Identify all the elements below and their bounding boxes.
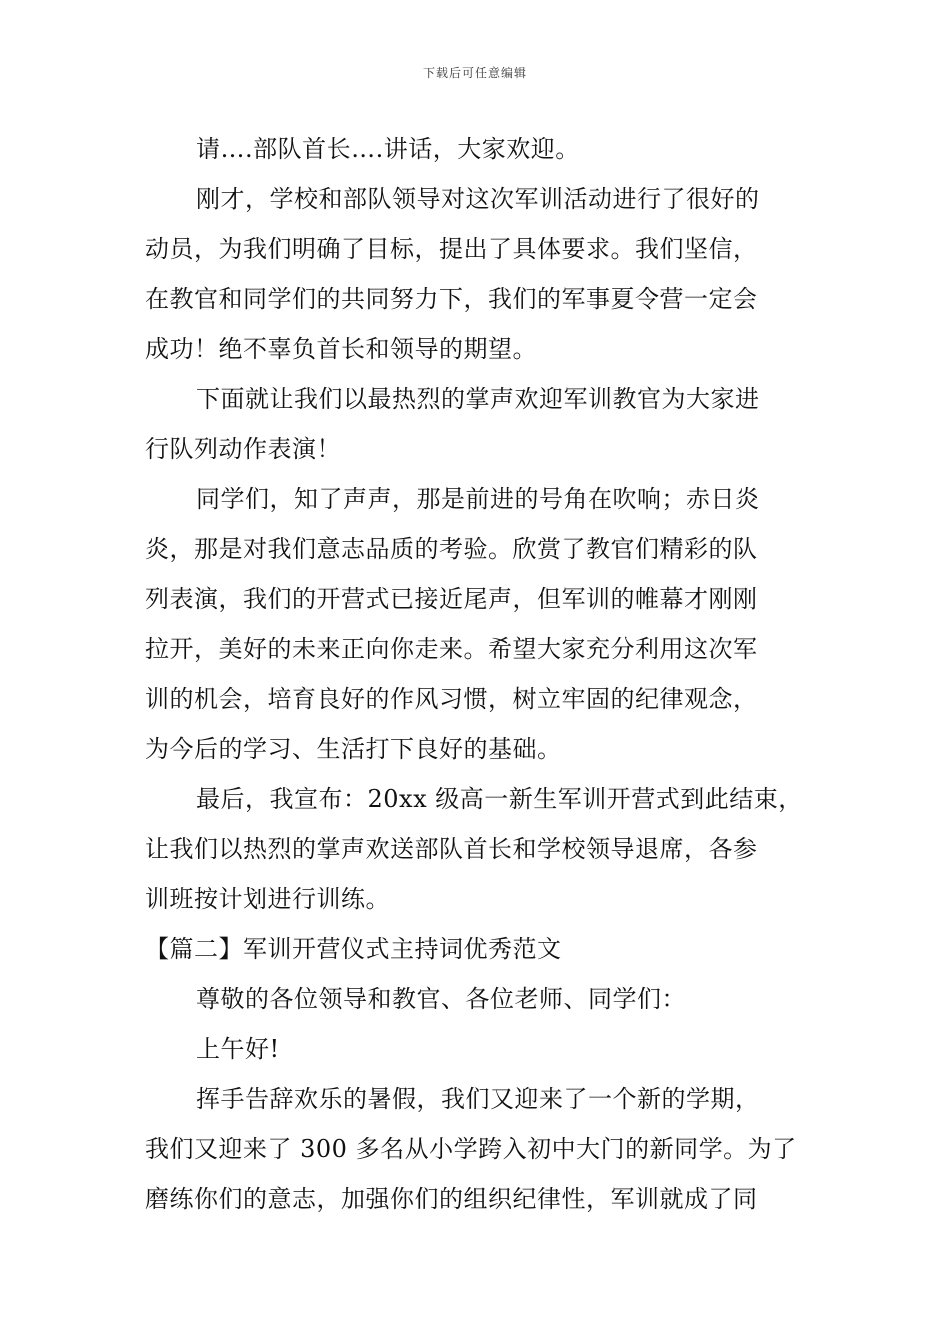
section-heading: 【篇二】军训开营仪式主持词优秀范文	[145, 935, 562, 963]
text-line: 训的机会，培育良好的作风习惯，树立牢固的纪律观念，	[145, 685, 758, 713]
text-line: 磨练你们的意志，加强你们的组织纪律性，军训就成了同	[145, 1185, 758, 1213]
text-line: 列表演，我们的开营式已接近尾声，但军训的帷幕才刚刚	[145, 585, 758, 613]
text-line: 下面就让我们以最热烈的掌声欢迎军训教官为大家进	[196, 385, 760, 413]
text-line: 动员，为我们明确了目标，提出了具体要求。我们坚信，	[145, 235, 758, 263]
text-line: 最后，我宣布：20xx 级高一新生军训开营式到此结束，	[196, 785, 803, 813]
text-line: 为今后的学习、生活打下良好的基础。	[145, 735, 562, 763]
text-line: 同学们，知了声声，那是前进的号角在吹响；赤日炎	[196, 485, 760, 513]
text-line: 尊敬的各位领导和教官、各位老师、同学们：	[196, 985, 686, 1013]
text-line: 我们又迎来了 300 多名从小学跨入初中大门的新同学。为了	[145, 1135, 797, 1163]
text-line: 请….部队首长….讲话，大家欢迎。	[196, 135, 580, 163]
text-line: 在教官和同学们的共同努力下，我们的军事夏令营一定会	[145, 285, 758, 313]
text-line: 训班按计划进行训练。	[145, 885, 390, 913]
text-line: 上午好!	[196, 1035, 280, 1063]
text-line: 炎，那是对我们意志品质的考验。欣赏了教官们精彩的队	[145, 535, 758, 563]
text-line: 让我们以热烈的掌声欢送部队首长和学校领导退席，各参	[145, 835, 758, 863]
text-line: 行队列动作表演！	[145, 435, 341, 463]
text-line: 刚才，学校和部队领导对这次军训活动进行了很好的	[196, 185, 760, 213]
text-line: 成功！绝不辜负首长和领导的期望。	[145, 335, 537, 363]
text-line: 拉开，美好的未来正向你走来。希望大家充分利用这次军	[145, 635, 758, 663]
text-line: 挥手告辞欢乐的暑假，我们又迎来了一个新的学期，	[196, 1085, 760, 1113]
header-note: 下载后可任意编辑	[422, 66, 527, 80]
